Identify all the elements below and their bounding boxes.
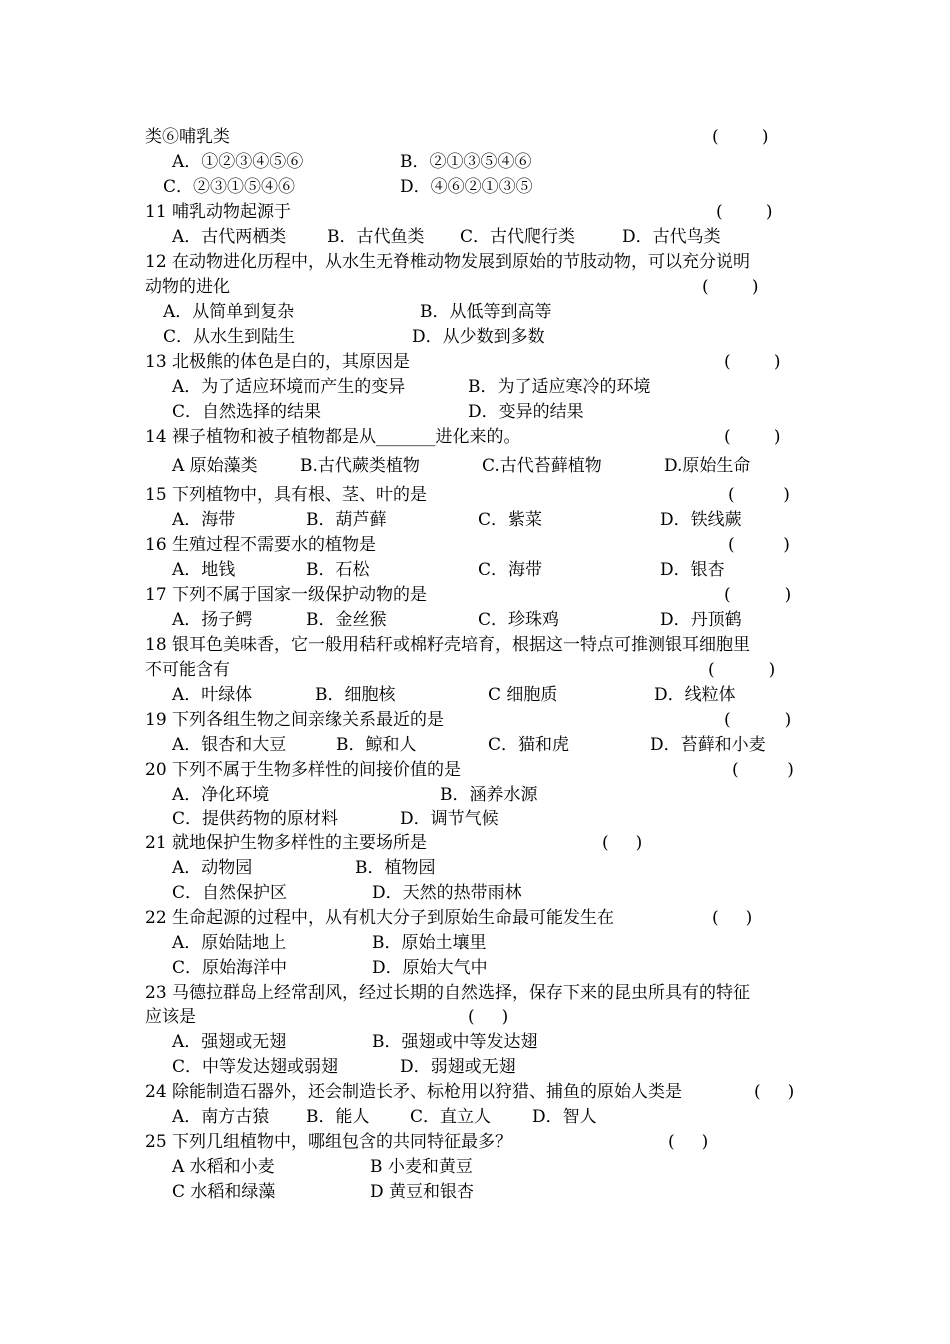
question-24-stem: 24 除能制造石器外，还会制造长矛、标枪用以狩猎、捕鱼的原始人类是	[145, 1082, 683, 1102]
option-b: B．石松	[306, 560, 370, 580]
option-a: A．动物园	[172, 858, 253, 878]
option-d: D 黄豆和银杏	[370, 1182, 475, 1202]
option-c: C．自然保护区	[172, 883, 288, 903]
question-19-stem: 19 下列各组生物之间亲缘关系最近的是	[145, 710, 445, 730]
option-c: C．提供药物的原材料	[172, 809, 339, 829]
option-d: D．银杏	[660, 560, 725, 580]
question-21-stem: 21 就地保护生物多样性的主要场所是	[145, 833, 428, 853]
answer-paren: ( )	[708, 660, 776, 680]
answer-paren: ( )	[668, 1132, 709, 1152]
option-a: A 原始藻类	[172, 456, 258, 476]
option-c: C.古代苔藓植物	[482, 456, 602, 476]
option-c: C．珍珠鸡	[478, 610, 560, 630]
option-b: B．古代鱼类	[327, 227, 425, 247]
option-b: B 小麦和黄豆	[370, 1157, 473, 1177]
option-b: B．②①③⑤④⑥	[400, 152, 532, 172]
option-c: C．猫和虎	[488, 735, 570, 755]
answer-paren: ( )	[716, 202, 773, 222]
option-d: D．铁线蕨	[660, 510, 742, 530]
option-a: A．原始陆地上	[172, 933, 287, 953]
option-b: B．涵养水源	[440, 785, 538, 805]
option-b: B．原始土壤里	[372, 933, 487, 953]
question-18-stem-cont: 不可能含有	[145, 660, 230, 680]
option-b: B．葫芦藓	[306, 510, 387, 530]
option-c: C 水稻和绿藻	[172, 1182, 276, 1202]
answer-paren: ( )	[712, 127, 769, 147]
answer-paren: ( )	[702, 277, 759, 297]
option-d: D．苔藓和小麦	[650, 735, 766, 755]
answer-paren: ( )	[724, 427, 781, 447]
option-a: A．为了适应环境而产生的变异	[172, 377, 406, 397]
answer-paren: ( )	[732, 760, 794, 780]
option-b: B．细胞核	[315, 685, 396, 705]
option-b: B．为了适应寒冷的环境	[468, 377, 651, 397]
option-b: B．强翅或中等发达翅	[372, 1032, 538, 1052]
option-c: C．紫菜	[478, 510, 543, 530]
question-23-stem-cont: 应该是	[145, 1007, 196, 1027]
option-d: D．④⑥②①③⑤	[400, 177, 533, 197]
option-c: C．自然选择的结果	[172, 402, 322, 422]
option-c: C．②③①⑤④⑥	[163, 177, 296, 197]
answer-paren: ( )	[712, 908, 753, 928]
question-25-stem: 25 下列几组植物中，哪组包含的共同特征最多？	[145, 1132, 513, 1152]
option-d: D．原始大气中	[372, 958, 488, 978]
question-10-stem-tail: 类⑥哺乳类	[145, 127, 230, 147]
option-c: C．从水生到陆生	[163, 327, 296, 347]
option-a: A．地钱	[172, 560, 236, 580]
option-d: D．从少数到多数	[412, 327, 545, 347]
question-15-stem: 15 下列植物中，具有根、茎、叶的是	[145, 485, 428, 505]
option-a: A．净化环境	[172, 785, 270, 805]
answer-paren: ( )	[754, 1082, 795, 1102]
option-c: C．原始海洋中	[172, 958, 288, 978]
question-18-stem: 18 银耳色美味香，它一般用秸秆或棉籽壳培育，根据这一特点可推测银耳细胞里	[145, 635, 751, 655]
option-d: D．调节气候	[400, 809, 499, 829]
question-11-stem: 11 哺乳动物起源于	[145, 202, 292, 222]
answer-paren: ( )	[728, 485, 790, 505]
option-d: D．天然的热带雨林	[372, 883, 522, 903]
answer-paren: ( )	[724, 585, 792, 605]
option-c: C．海带	[478, 560, 543, 580]
option-b: B．鲸和人	[336, 735, 417, 755]
option-b: B.古代蕨类植物	[300, 456, 420, 476]
option-a: A．扬子鳄	[172, 610, 253, 630]
option-c: C．中等发达翅或弱翅	[172, 1057, 339, 1077]
option-a: A．银杏和大豆	[172, 735, 287, 755]
answer-paren: ( )	[724, 710, 792, 730]
option-a: A．从简单到复杂	[163, 302, 295, 322]
option-a: A．①②③④⑤⑥	[172, 152, 304, 172]
option-a: A．强翅或无翅	[172, 1032, 287, 1052]
answer-paren: ( )	[602, 833, 643, 853]
option-c: C．直立人	[410, 1107, 492, 1127]
option-d: D．古代鸟类	[622, 227, 721, 247]
question-14-stem: 14 裸子植物和被子植物都是从_______进化来的。	[145, 427, 521, 447]
question-22-stem: 22 生命起源的过程中，从有机大分子到原始生命最可能发生在	[145, 908, 615, 928]
option-b: B．植物园	[355, 858, 436, 878]
question-16-stem: 16 生殖过程不需要水的植物是	[145, 535, 377, 555]
option-d: D.原始生命	[664, 456, 751, 476]
option-d: D．变异的结果	[468, 402, 584, 422]
option-c: C 细胞质	[488, 685, 558, 705]
option-b: B．能人	[306, 1107, 370, 1127]
answer-paren: ( )	[724, 352, 781, 372]
question-12-stem-cont: 动物的进化	[145, 277, 230, 297]
question-13-stem: 13 北极熊的体色是白的，其原因是	[145, 352, 411, 372]
option-b: B．从低等到高等	[420, 302, 552, 322]
question-17-stem: 17 下列不属于国家一级保护动物的是	[145, 585, 428, 605]
option-a: A．海带	[172, 510, 236, 530]
option-d: D．弱翅或无翅	[400, 1057, 516, 1077]
answer-paren: ( )	[728, 535, 790, 555]
option-a: A．南方古猿	[172, 1107, 270, 1127]
option-b: B．金丝猴	[306, 610, 387, 630]
option-a: A 水稻和小麦	[172, 1157, 275, 1177]
option-a: A．古代两栖类	[172, 227, 287, 247]
option-d: D．线粒体	[654, 685, 736, 705]
question-23-stem: 23 马德拉群岛上经常刮风，经过长期的自然选择，保存下来的昆虫所具有的特征	[145, 983, 751, 1003]
question-20-stem: 20 下列不属于生物多样性的间接价值的是	[145, 760, 462, 780]
option-a: A．叶绿体	[172, 685, 253, 705]
option-c: C．古代爬行类	[460, 227, 576, 247]
answer-paren: ( )	[468, 1007, 509, 1027]
option-d: D．智人	[532, 1107, 597, 1127]
question-12-stem: 12 在动物进化历程中，从水生无脊椎动物发展到原始的节肢动物，可以充分说明	[145, 252, 751, 272]
option-d: D．丹顶鹤	[660, 610, 742, 630]
